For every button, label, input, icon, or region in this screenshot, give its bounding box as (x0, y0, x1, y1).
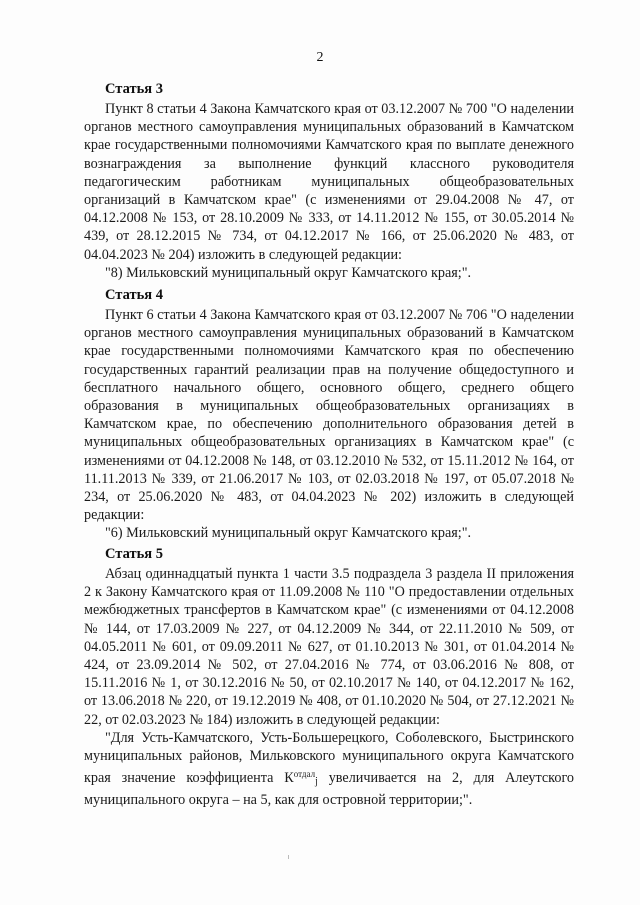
page-number: 2 (316, 50, 324, 65)
article-3 (84, 80, 574, 282)
scan-speck (288, 855, 289, 859)
article-4-text: Пункт 6 статьи 4 Закона Камчатского края от 03.12.2007 № 706 "О наделении органов местного самоуправления муниципальных образований в Камчатском крае государственными полномочиями Камчатского края по обеспечению государственных гарантий реализации прав на получение общедоступного и бесплатного начального общего, основного общего, среднего общего образования в муниципальных общеобразовательных организациях в Камчатском крае, по обеспечению дополнительного образования детей в муниципальных общеобразовательных организациях в Камчатском крае" (с изменениями от 04.12.2008 № 148, от 03.12.2010 № 532, от 15.11.2012 № 164, от 11.11.2013 № 339, от 21.06.2017 № 103, от 02.03.2018 № 197, от 05.07.2018 № 234, от 25.06.2020 № 483, от 04.04.2023 № 202) изложить в следующей редакции: (84, 307, 574, 524)
coefficient-superscript: отдал (293, 769, 316, 780)
article-5 (84, 545, 574, 810)
article-3-quote: "8) Мильковский муниципальный округ Камчатского края;". (105, 264, 472, 281)
article-4-quote: "6) Мильковский муниципальный округ Камчатского края;". (105, 525, 472, 542)
quote-text-end: увеличивается на 2, для Алеутского муниципального округа – на 5, как для островной территории;". (84, 770, 574, 809)
article-5-heading: Статья 5 (105, 546, 163, 562)
article-4-heading: Статья 4 (105, 287, 163, 303)
article-3-text: Пункт 8 статьи 4 Закона Камчатского края от 03.12.2007 № 700 "О наделении органов местного самоуправления муниципальных образований в Камчатском крае государственными полномочиями Камчатского края по выплате денежного вознаграждения за выполнение функций классного руководителя педагогическим работникам муниципальных общеобразовательных организаций в Камчатском крае" (с изменениями от 29.04.2008 № 47, от 04.12.2008 № 153, от 28.10.2009 № 333, от 14.11.2012 № 155, от 30.05.2014 № 439, от 28.12.2015 № 734, от 04.12.2017 № 166, от 25.06.2020 № 483, от 04.04.2023 № 204) изложить в следующей редакции: (84, 101, 574, 263)
quote-text-start: "Для Усть-Камчатского, Усть-Большерецкого, Соболевского, Быстринского муниципальных районов, Мильковского муниципального округа Камчатского края значение коэффициента К (84, 729, 574, 787)
article-5-text: Абзац одиннадцатый пункта 1 части 3.5 подраздела 3 раздела II приложения 2 к Закону Камчатского края от 11.09.2008 № 110 "О предоставлении отдельных межбюджетных трансфертов в Камчатском крае" (с изменениями от 04.12.2008 № 144, от 17.03.2009 № 227, от 04.12.2009 № 344, от 22.11.2010 № 509, от 04.05.2011 № 601, от 09.09.2011 № 627, от 01.10.2013 № 301, от 01.04.2014 № 424, от 23.09.2014 № 502, от 27.04.2016 № 774, от 03.06.2016 № 808, от 15.11.2016 № 1, от 30.12.2016 № 50, от 02.10.2017 № 140, от 04.12.2017 № 162, от 13.06.2018 № 220, от 19.12.2019 № 408, от 01.10.2020 № 504, от 27.12.2021 № 22, от 02.03.2023 № 184) изложить в следующей редакции: (84, 566, 574, 728)
coefficient-subscript: j (315, 776, 318, 788)
article-5-quote (84, 729, 574, 810)
article-4 (84, 286, 574, 543)
article-3-heading: Статья 3 (105, 81, 163, 97)
